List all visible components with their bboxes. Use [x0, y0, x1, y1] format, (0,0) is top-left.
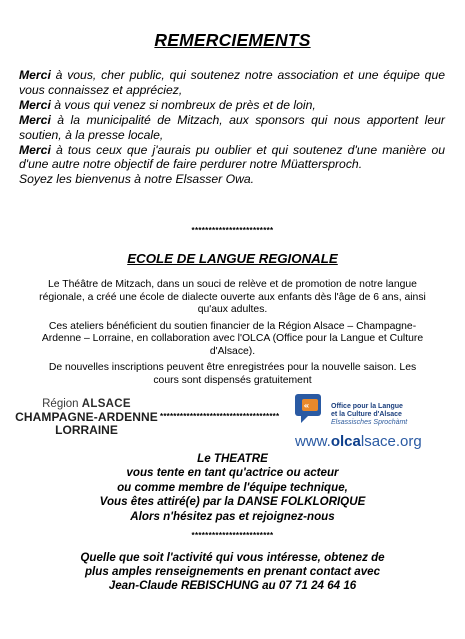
olca-speech-icon	[295, 394, 325, 424]
olca-tagline	[331, 403, 451, 427]
thanks-text: à tous ceux que j'aurais pu oublier et qui soutenez d'une manière ou d'une autre notre objectif de faire perdurer notre Müattersproch.	[19, 142, 445, 172]
olca-tag-line1: Office pour la Langue	[331, 403, 403, 410]
thanks-text: à vous, cher public, qui soutenez notre association et une équipe que vous connaissez et appréciez,	[19, 68, 445, 97]
ecole-paragraph: De nouvelles inscriptions peuvent être enregistrées pour la nouvelle saison. Les cours sont dispensés gratuitement	[48, 362, 417, 386]
theatre-line: ou comme membre de l'équipe technique,	[117, 480, 348, 494]
theatre-line: Le THEATRE	[197, 452, 268, 465]
region-logo-line2: CHAMPAGNE-ARDENNE	[15, 410, 158, 424]
theatre-line: vous tente en tant qu'actrice ou acteur	[126, 466, 339, 480]
thanks-line	[19, 172, 445, 187]
thanks-line	[19, 68, 445, 98]
contact-line: Quelle que soit l'activité qui vous intéresse, obtenez de	[80, 551, 385, 564]
thanks-text: à vous qui venez si nombreux de près et de loin,	[50, 97, 316, 112]
region-logo	[15, 398, 158, 446]
region-logo-alsace: ALSACE	[81, 398, 131, 410]
thanks-line	[19, 98, 445, 113]
ecole-paragraph: Le Théâtre de Mitzach, dans un souci de relève et de promotion de notre langue régionale, a créé une école de dialecte ouverte aux enfants dès l'âge de 6 ans, ainsi qu'aux adultes.	[39, 279, 426, 315]
page-title: REMERCIEMENTS	[154, 30, 311, 50]
contact-line: plus amples renseignements en prenant contact avec	[84, 565, 381, 579]
ecole-title: ECOLE DE LANGUE REGIONALE	[127, 251, 338, 266]
region-logo-prefix: Région	[42, 398, 82, 410]
olca-logo	[295, 394, 453, 458]
olca-url-brand: olca	[330, 433, 361, 450]
olca-url	[295, 434, 422, 450]
thanks-line	[19, 113, 445, 143]
ecole-paragraph: Ces ateliers bénéficient du soutien financier de la Région Alsace – Champagne-Ardenne – Lorraine, en collaboration avec l'OLCA (Office pour la Langue et Culture d'Alsace).	[41, 320, 424, 357]
thanks-bold: Merci	[19, 97, 51, 112]
thanks-bold: Merci	[19, 68, 51, 82]
olca-tag-line2: et la Culture d'Alsace	[331, 411, 402, 418]
region-logo-line3: LORRAINE	[55, 423, 118, 437]
separator-stars: ************************	[191, 226, 274, 235]
theatre-line: Alors n'hésitez pas et rejoignez-nous	[130, 509, 335, 523]
thanks-text: Soyez les bienvenus à notre Elsasser Owa.	[19, 172, 255, 187]
thanks-bold: Merci	[19, 112, 51, 127]
thanks-line	[19, 143, 445, 173]
thanks-text: à la municipalité de Mitzach, aux sponsors qui nous apportent leur soutien, à la presse locale,	[19, 112, 445, 142]
olca-tag-line3: Elsassisches Sprochàmt	[331, 419, 408, 426]
olca-url-suffix: lsace.org	[360, 433, 422, 450]
contact-section	[0, 551, 465, 594]
separator-stars: ************************	[191, 531, 274, 540]
thanks-section	[19, 68, 445, 187]
ecole-section	[35, 279, 430, 391]
separator-stars-mid: ************************************	[160, 412, 280, 421]
contact-line: Jean-Claude REBISCHUNG au 07 71 24 64 16	[108, 579, 357, 593]
theatre-line: Vous êtes attiré(e) par la DANSE FOLKLORIQUE	[99, 495, 366, 509]
thanks-bold: Merci	[19, 142, 51, 157]
svg-text:«: «	[303, 401, 310, 412]
theatre-section	[0, 452, 465, 524]
olca-url-prefix: www.	[295, 433, 331, 450]
